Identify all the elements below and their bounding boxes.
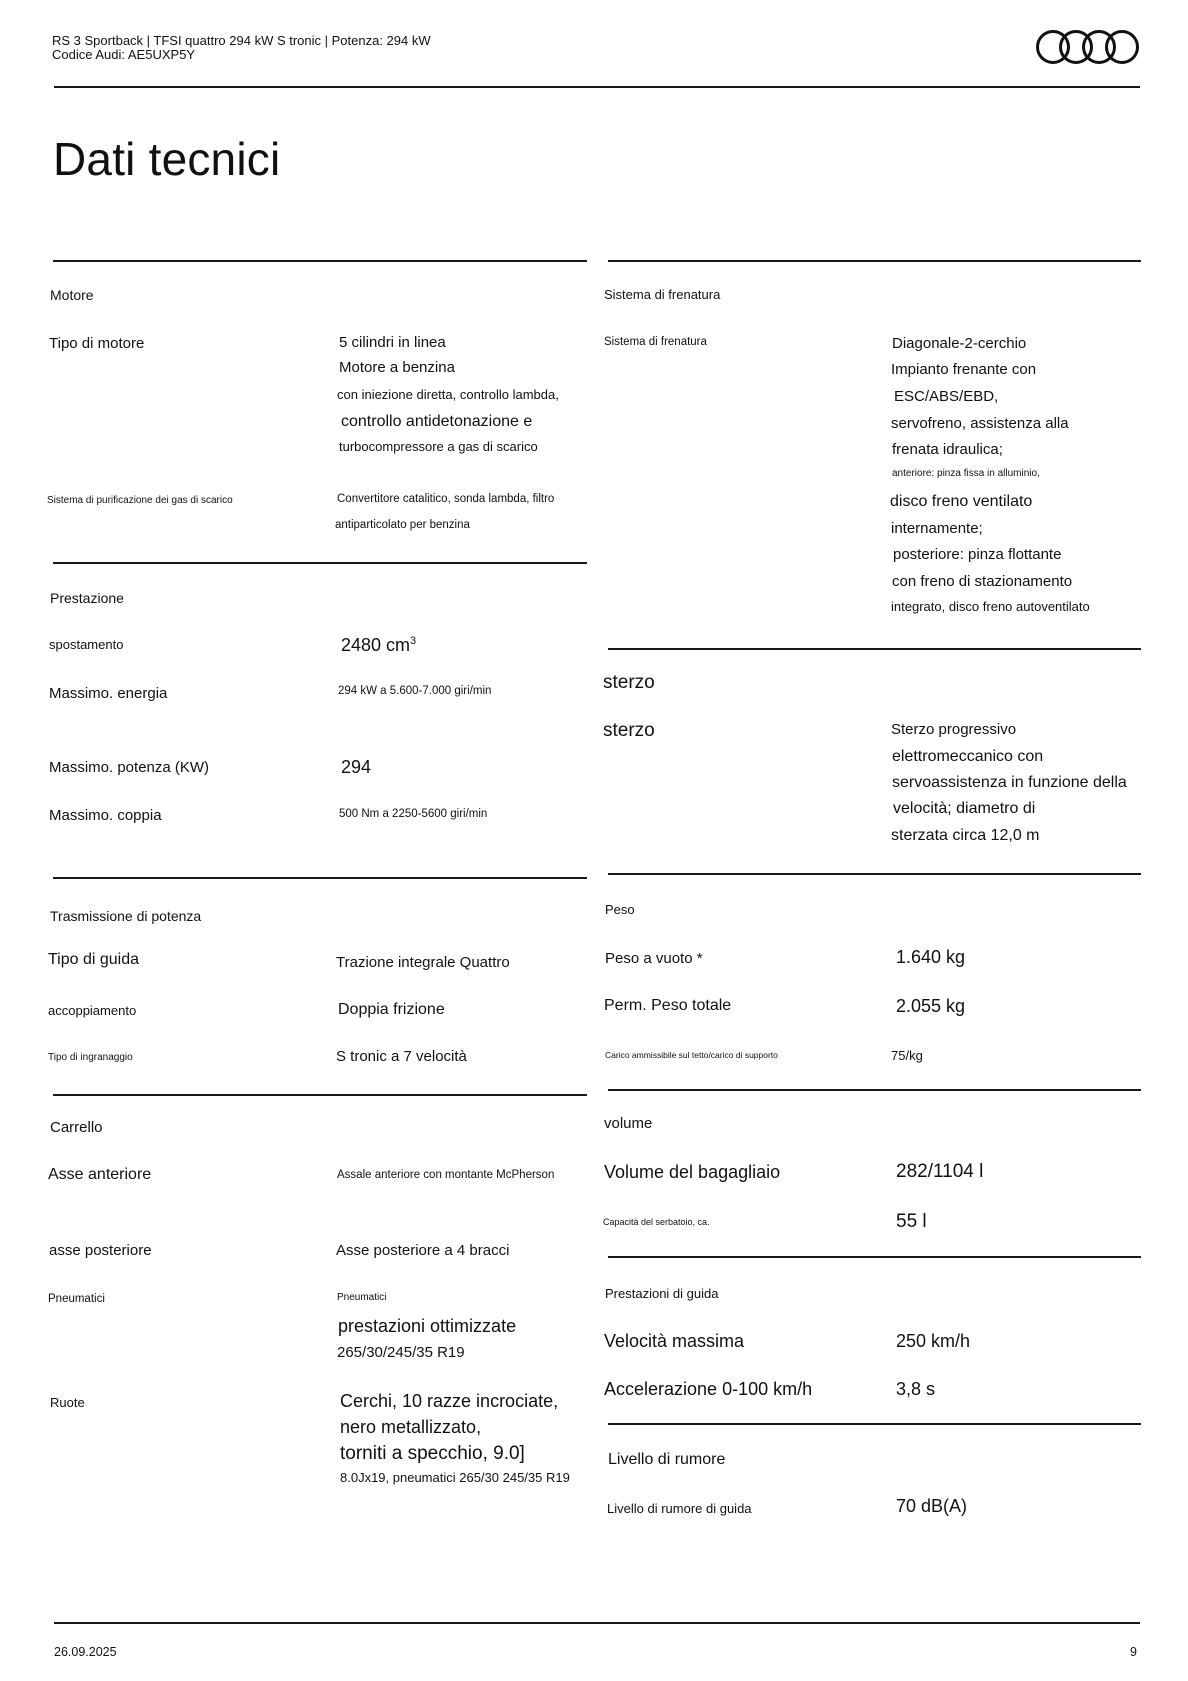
label-volume-bagagliaio: Volume del bagagliaio [604, 1162, 781, 1182]
header-code-line: Codice Audi: AE5UXP5Y [52, 47, 196, 62]
audi-rings-logo [1036, 30, 1140, 66]
label-asse-anteriore: Asse anteriore [48, 1166, 152, 1183]
cm3-superscript: 3 [410, 635, 417, 647]
value-sterzo: Sterzo progressivo elettromeccanico con servoassistenza in funzione della velocità; diametro di sterzata circa 12,0 m [891, 721, 1127, 844]
value-capacita-serbatoio: 55 l [896, 1211, 927, 1232]
value-velocita-massima: 250 km/h [896, 1331, 971, 1351]
label-rumore-guida: Livello di rumore di guida [607, 1501, 752, 1516]
section-heading-volume: volume [604, 1115, 653, 1132]
label-carico-tetto: Carico ammissibile sul tetto/carico di supporto [605, 1050, 778, 1060]
section-heading-prestazioni-guida: Prestazioni di guida [605, 1286, 719, 1301]
label-massimo-coppia: Massimo. coppia [49, 807, 162, 824]
value-massimo-energia: 294 kW a 5.600-7.000 giri/min [338, 685, 492, 697]
section-divider [608, 1423, 1141, 1425]
section-heading-carrello: Carrello [50, 1119, 103, 1136]
section-divider [53, 877, 587, 879]
section-divider [53, 562, 587, 564]
value-peso-totale: 2.055 kg [896, 996, 966, 1016]
value-asse-posteriore: Asse posteriore a 4 bracci [336, 1242, 510, 1259]
label-peso-vuoto: Peso a vuoto * [605, 950, 703, 967]
value-tipo-ingranaggio: S tronic a 7 velocità [336, 1048, 467, 1065]
section-heading-prestazione: Prestazione [50, 590, 124, 606]
value-spostamento: 2480 $cm^3$ [341, 635, 417, 655]
label-spostamento: spostamento [49, 637, 124, 652]
footer-page-number: 9 [1130, 1645, 1137, 1659]
label-purificazione: Sistema di purificazione dei gas di scarico [47, 495, 233, 506]
value-rumore-guida: 70 dB(A) [896, 1496, 968, 1516]
value-carico-tetto: 75/kg [891, 1048, 923, 1063]
label-capacita-serbatoio: Capacità del serbatoio, ca. [603, 1217, 710, 1227]
label-asse-posteriore: asse posteriore [49, 1242, 152, 1259]
section-divider [53, 1094, 587, 1096]
value-frenatura: Diagonale-2-cerchio Impianto frenante con ESC/ABS/EBD, servofreno, assistenza alla frenata idraulica; anteriore: pinza fissa in alluminio, disco freno ventilato internamente; posteriore: pinza flottante con freno di stazionamento integrato, disco freno autoventilato [890, 335, 1090, 614]
value-massimo-potenza: 294 [341, 757, 372, 777]
value-tipo-motore: 5 cilindri in linea Motore a benzina con iniezione diretta, controllo lambda, controllo antidetonazione e turbocompressore a gas di scarico [337, 334, 559, 454]
label-massimo-potenza: Massimo. potenza (KW) [49, 759, 210, 776]
section-heading-frenatura: Sistema di frenatura [604, 287, 721, 302]
page-title: Dati tecnici [53, 133, 281, 185]
section-divider [608, 260, 1141, 262]
label-accelerazione: Accelerazione 0-100 km/h [604, 1379, 813, 1399]
section-heading-motore: Motore [50, 287, 94, 303]
label-accoppiamento: accoppiamento [48, 1003, 137, 1018]
section-divider [53, 260, 587, 262]
label-ruote: Ruote [50, 1395, 85, 1410]
section-divider [608, 873, 1141, 875]
footer-divider [54, 1622, 1140, 1624]
section-divider [608, 648, 1141, 650]
label-peso-totale: Perm. Peso totale [604, 997, 732, 1014]
section-heading-sterzo: sterzo [603, 672, 655, 693]
label-tipo-motore: Tipo di motore [49, 335, 145, 352]
section-heading-rumore: Livello di rumore [608, 1451, 726, 1468]
label-tipo-ingranaggio: Tipo di ingranaggio [48, 1052, 133, 1063]
value-tipo-guida: Trazione integrale Quattro [336, 954, 510, 971]
section-divider [608, 1089, 1141, 1091]
section-heading-trasmissione: Trasmissione di potenza [50, 908, 202, 924]
label-massimo-energia: Massimo. energia [49, 685, 168, 702]
label-velocita-massima: Velocità massima [604, 1331, 745, 1351]
value-massimo-coppia: 500 Nm a 2250-5600 giri/min [339, 808, 488, 820]
value-ruote: Cerchi, 10 razze incrociate, nero metallizzato, torniti a specchio, 9.0] 8.0Jx19, pneumatici 265/30 245/35 R19 [340, 1391, 570, 1485]
label-sterzo: sterzo [603, 720, 655, 741]
label-frenatura: Sistema di frenatura [604, 336, 707, 348]
value-accelerazione: 3,8 s [896, 1379, 936, 1399]
value-volume-bagagliaio: 282/1104 l [896, 1161, 984, 1182]
section-divider [608, 1256, 1141, 1258]
header-model-line: RS 3 Sportback | TFSI quattro 294 kW S tronic | Potenza: 294 kW [52, 33, 431, 48]
value-accoppiamento: Doppia frizione [338, 1001, 445, 1018]
label-pneumatici: Pneumatici [48, 1293, 105, 1305]
value-asse-anteriore: Assale anteriore con montante McPherson [337, 1169, 555, 1181]
value-pneumatici: Pneumatici prestazioni ottimizzate 265/30/245/35 R19 [337, 1292, 517, 1361]
value-peso-vuoto: 1.640 kg [896, 947, 966, 967]
value-purificazione: Convertitore catalitico, sonda lambda, filtro antiparticolato per benzina [335, 493, 555, 531]
section-heading-peso: Peso [605, 902, 635, 917]
label-tipo-guida: Tipo di guida [48, 951, 140, 968]
header-divider [54, 86, 1140, 88]
footer-date: 26.09.2025 [54, 1645, 117, 1659]
